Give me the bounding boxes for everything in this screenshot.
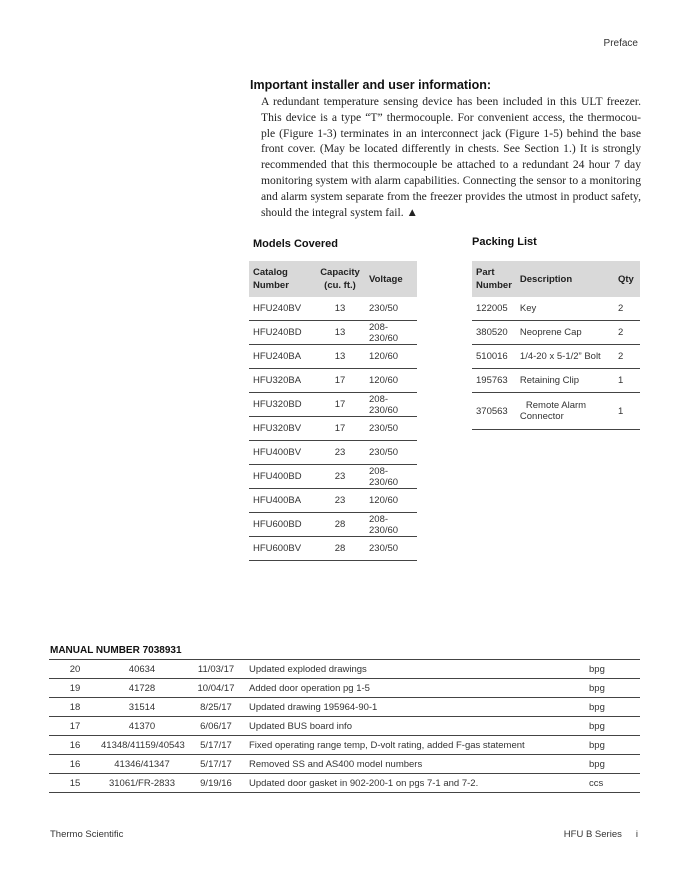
qty-cell: 2	[614, 345, 640, 369]
table-row	[49, 717, 640, 736]
capacity-cell: 28	[315, 537, 365, 561]
qty-cell: 1	[614, 393, 640, 430]
capacity-cell: 23	[315, 441, 365, 465]
important-info-body: A redundant temperature sensing device has been included in this ULT freezer. This device is a type “T” thermocouple. For convenient access, the thermocou-ple (Figure 1-3) terminates in an interconnect jack (Figure 1-5) behind the base front cover. (May be located differently in chests. See Section 1.) It is strongly recommended that this thermocouple be attached to a redundant 24 hour 7 day monitoring system with alarm capabilities. Connecting the sensor to a monitoring and alarm system separate from the freezer provides the utmost in product safety, should the integral system fail. ▲	[261, 95, 641, 219]
manual-number: MANUAL NUMBER 7038931	[50, 645, 182, 656]
rev-cell: 19	[49, 679, 101, 698]
description-cell	[516, 369, 614, 393]
col-catalog-line2: Number	[253, 280, 289, 291]
date-cell: 10/04/17	[183, 679, 249, 698]
voltage-cell: 120/60	[365, 369, 417, 393]
col-catalog-number	[249, 261, 315, 297]
packing-list-table	[472, 261, 640, 430]
description-cell	[516, 321, 614, 345]
capacity-cell: 13	[315, 345, 365, 369]
important-info-title: Important installer and user information:	[250, 78, 491, 92]
capacity-cell: 28	[315, 513, 365, 537]
revision-table	[49, 659, 640, 793]
col-part-line2: Number	[476, 280, 512, 291]
voltage-cell: 208-230/60	[365, 321, 417, 345]
packing-header-row	[472, 261, 640, 297]
ecr-cell: 41348/41159/40543	[101, 736, 183, 755]
col-capacity	[315, 261, 365, 297]
ecr-cell: 41346/41347	[101, 755, 183, 774]
catalog-cell: HFU400BA	[249, 489, 315, 513]
running-header: Preface	[603, 38, 638, 49]
qty-cell: 1	[614, 369, 640, 393]
table-row	[49, 755, 640, 774]
qty-cell: 2	[614, 321, 640, 345]
col-voltage: Voltage	[365, 261, 417, 297]
ecr-cell: 41728	[101, 679, 183, 698]
footer-brand: Thermo Scientific	[50, 829, 124, 840]
description-line1: Key	[519, 303, 537, 314]
description-cell	[516, 393, 614, 430]
initials-cell: bpg	[589, 679, 640, 698]
capacity-cell: 17	[315, 393, 365, 417]
description-line1: Retaining Clip	[519, 375, 580, 386]
voltage-cell: 208-230/60	[365, 465, 417, 489]
description-cell	[516, 345, 614, 369]
revision-description-cell: Removed SS and AS400 model numbers	[249, 755, 589, 774]
table-row	[49, 698, 640, 717]
catalog-cell: HFU240BD	[249, 321, 315, 345]
rev-cell: 17	[49, 717, 101, 736]
description-line1: Remote Alarm	[525, 400, 587, 411]
date-cell: 8/25/17	[183, 698, 249, 717]
capacity-cell: 17	[315, 417, 365, 441]
ecr-cell: 40634	[101, 660, 183, 679]
table-row	[49, 660, 640, 679]
part-cell: 195763	[472, 369, 516, 393]
revision-description-cell: Fixed operating range temp, D-volt rating, added F-gas statement	[249, 736, 589, 755]
catalog-cell: HFU320BV	[249, 417, 315, 441]
table-row	[249, 297, 417, 321]
initials-cell: bpg	[589, 736, 640, 755]
description-cell	[516, 297, 614, 321]
voltage-cell: 230/50	[365, 441, 417, 465]
capacity-cell: 13	[315, 321, 365, 345]
table-row	[49, 736, 640, 755]
packing-list-title: Packing List	[472, 236, 537, 248]
footer-right	[564, 829, 638, 840]
initials-cell: ccs	[589, 774, 640, 793]
voltage-cell: 208-230/60	[365, 393, 417, 417]
capacity-cell: 13	[315, 297, 365, 321]
part-cell: 122005	[472, 297, 516, 321]
voltage-cell: 120/60	[365, 489, 417, 513]
capacity-cell: 23	[315, 465, 365, 489]
col-capacity-line1: Capacity	[320, 267, 360, 278]
initials-cell: bpg	[589, 660, 640, 679]
catalog-cell: HFU240BA	[249, 345, 315, 369]
catalog-cell: HFU400BD	[249, 465, 315, 489]
catalog-cell: HFU600BD	[249, 513, 315, 537]
col-description: Description	[516, 261, 614, 297]
date-cell: 9/19/16	[183, 774, 249, 793]
date-cell: 5/17/17	[183, 736, 249, 755]
revision-description-cell: Added door operation pg 1-5	[249, 679, 589, 698]
table-row	[472, 345, 640, 369]
date-cell: 5/17/17	[183, 755, 249, 774]
table-row	[249, 537, 417, 561]
table-row	[472, 321, 640, 345]
voltage-cell: 230/50	[365, 537, 417, 561]
capacity-cell: 23	[315, 489, 365, 513]
models-covered-title: Models Covered	[253, 238, 338, 250]
models-covered-table	[249, 261, 417, 561]
revision-description-cell: Updated drawing 195964-90-1	[249, 698, 589, 717]
table-row	[472, 369, 640, 393]
part-cell: 510016	[472, 345, 516, 369]
voltage-cell: 208-230/60	[365, 513, 417, 537]
catalog-cell: HFU320BD	[249, 393, 315, 417]
col-catalog-line1: Catalog	[253, 267, 288, 278]
ecr-cell: 41370	[101, 717, 183, 736]
table-row	[249, 441, 417, 465]
table-row	[472, 297, 640, 321]
table-row	[249, 369, 417, 393]
table-row	[249, 417, 417, 441]
initials-cell: bpg	[589, 755, 640, 774]
revision-description-cell: Updated BUS board info	[249, 717, 589, 736]
ecr-cell: 31514	[101, 698, 183, 717]
table-row	[472, 393, 640, 430]
table-row	[249, 321, 417, 345]
models-header-row	[249, 261, 417, 297]
table-row	[249, 465, 417, 489]
footer-series: HFU B Series	[563, 829, 622, 840]
table-row	[249, 513, 417, 537]
rev-cell: 18	[49, 698, 101, 717]
initials-cell: bpg	[589, 698, 640, 717]
description-line1: 1/4-20 x 5-1/2” Bolt	[519, 351, 601, 362]
voltage-cell: 120/60	[365, 345, 417, 369]
catalog-cell: HFU400BV	[249, 441, 315, 465]
part-cell: 370563	[472, 393, 516, 430]
ecr-cell: 31061/FR-2833	[101, 774, 183, 793]
qty-cell: 2	[614, 297, 640, 321]
revision-description-cell: Updated exploded drawings	[249, 660, 589, 679]
rev-cell: 16	[49, 755, 101, 774]
rev-cell: 16	[49, 736, 101, 755]
table-row	[249, 393, 417, 417]
description-line2: Connector	[519, 411, 564, 422]
voltage-cell: 230/50	[365, 297, 417, 321]
rev-cell: 20	[49, 660, 101, 679]
rev-cell: 15	[49, 774, 101, 793]
description-line1: Neoprene Cap	[519, 327, 582, 338]
table-row	[49, 679, 640, 698]
col-capacity-line2: (cu. ft.)	[324, 280, 356, 291]
col-qty: Qty	[614, 261, 640, 297]
part-cell: 380520	[472, 321, 516, 345]
col-part-line1: Part	[476, 267, 495, 278]
table-row	[249, 345, 417, 369]
voltage-cell: 230/50	[365, 417, 417, 441]
catalog-cell: HFU320BA	[249, 369, 315, 393]
initials-cell: bpg	[589, 717, 640, 736]
capacity-cell: 17	[315, 369, 365, 393]
page-number: i	[635, 829, 638, 840]
col-part-number	[472, 261, 516, 297]
date-cell: 6/06/17	[183, 717, 249, 736]
date-cell: 11/03/17	[183, 660, 249, 679]
catalog-cell: HFU240BV	[249, 297, 315, 321]
revision-description-cell: Updated door gasket in 902-200-1 on pgs 7-1 and 7-2.	[249, 774, 589, 793]
table-row	[249, 489, 417, 513]
catalog-cell: HFU600BV	[249, 537, 315, 561]
table-row	[49, 774, 640, 793]
